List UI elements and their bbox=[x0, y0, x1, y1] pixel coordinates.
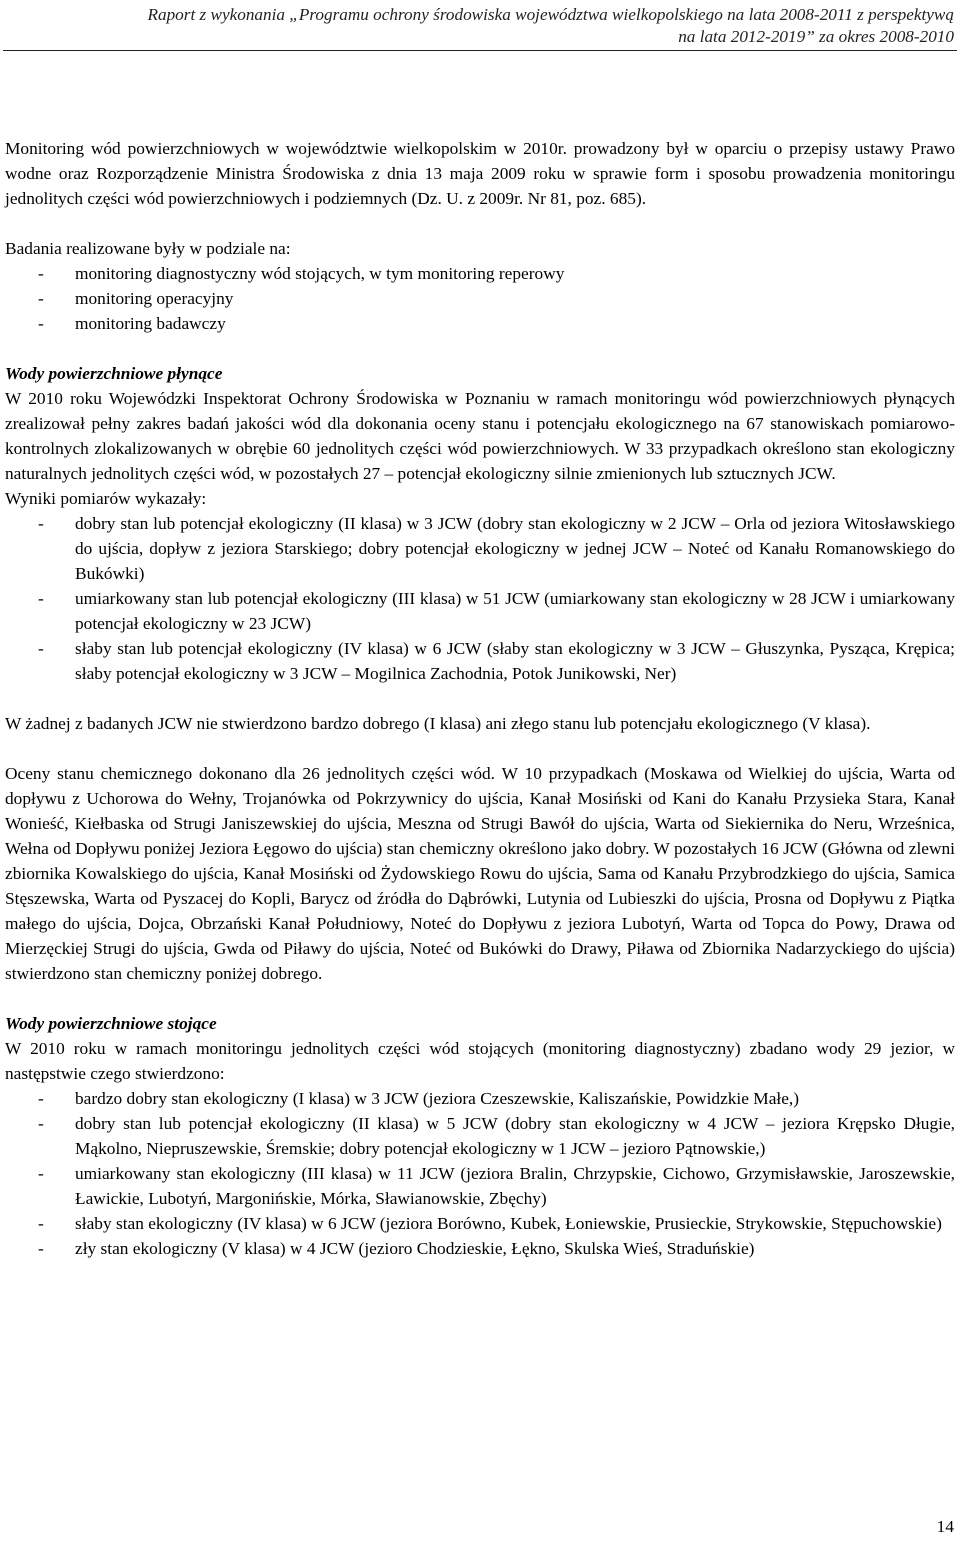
list-item-text: umiarkowany stan ekologiczny (III klasa) w 11 JCW (jeziora Bralin, Chrzypskie, Cichowo, Grzymisławskie, Jaroszewskie, Ławickie, Lubotyń, Margonińskie, Mórka, Sławianowskie, Zbęchy) bbox=[75, 1164, 955, 1208]
list-item-text: słaby stan lub potencjał ekologiczny (IV klasa) w 6 JCW (słaby stan ekologiczny w 3 JCW – Głuszynka, Pysząca, Krępica; słaby potencjał ekologiczny w 3 JCW – Mogilnica Zachodnia, Potok Junikowski, Ner) bbox=[75, 639, 955, 683]
header-line-2: na lata 2012-2019” za okres 2008-2010 bbox=[678, 27, 954, 46]
dash-marker: - bbox=[38, 314, 44, 333]
list-item bbox=[5, 286, 955, 311]
header-line-1: Raport z wykonania „Programu ochrony środowiska województwa wielkopolskiego na lata 2008-2011 z perspektywą bbox=[147, 5, 954, 24]
list-item-text: monitoring badawczy bbox=[75, 314, 226, 333]
flowing-paragraph: W 2010 roku Wojewódzki Inspektorat Ochrony Środowiska w Poznaniu w ramach monitoringu wód powierzchniowych płynących zrealizował pełny zakres badań jakości wód dla dokonania oceny stanu i potencjału ekologicznego na 67 stanowiskach pomiarowo-kontrolnych zlokalizowanych w obrębie 60 jednolitych części wód powierzchniowych. W 33 przypadkach określono stan ekologiczny naturalnych jednolitych części wód, w pozostałych 27 – potencjał ekologiczny silnie zmienionych lub sztucznych JCW. bbox=[5, 389, 955, 483]
standing-list bbox=[5, 1086, 955, 1261]
section-heading-flowing: Wody powierzchniowe płynące bbox=[5, 364, 223, 383]
dash-marker: - bbox=[38, 1164, 44, 1183]
list-item bbox=[5, 311, 955, 336]
list-item bbox=[5, 511, 955, 586]
page-header bbox=[14, 4, 954, 48]
research-list bbox=[5, 261, 955, 336]
chemical-paragraph: Oceny stanu chemicznego dokonano dla 26 jednolitych części wód. W 10 przypadkach (Moskawa od Wielkiej do ujścia, Warta od dopływu z Uchorowa do Wełny, Trojanówka od Pokrzywnicy do ujścia, Kanał Mosiński od Kani do Kanału Przysieka Stara, Kanał Wonieść, Kiełbaska od Strugi Janiszewskiej do ujścia, Meszna od Strugi Bawół do ujścia, Warta od Siekiernika do Neru, Wrześnica, Wełna od Dopływu poniżej Jeziora Łęgowo do ujścia) stan chemiczny określono jako dobry. W pozostałych 16 JCW (Główna od zlewni zbiornika Kowalskiego do ujścia, Kanał Mosiński od Żydowskiego Rowu do ujścia, Sama od Kanału Przybrodzkiego do ujścia, Samica Stęszewska, Warta od Pyszacej do Kopli, Barycz od źródła do Dąbrówki, Lutynia od Lubieszki do ujścia, Prosna od Dopływu z Piątka małego do ujścia, Dojca, Obrzański Kanał Południowy, Noteć do Dopływu z jeziora Lubotyń, Warta od Topca do Powy, Drawa od Mierzęckiej Strugi do ujścia, Gwda od Piławy do ujścia, Noteć od Bukówki do Drawy, Piława od Zbiornika Nadarzyckiego do ujścia) stwierdzono stan chemiczny poniżej dobrego. bbox=[5, 764, 955, 983]
list-item-text: monitoring operacyjny bbox=[75, 289, 234, 308]
results-list bbox=[5, 511, 955, 686]
results-lead: Wyniki pomiarów wykazały: bbox=[5, 489, 207, 508]
intro-paragraph: Monitoring wód powierzchniowych w województwie wielkopolskim w 2010r. prowadzony był w oparciu o przepisy ustawy Prawo wodne oraz Rozporządzenie Ministra Środowiska z dnia 13 maja 2009 roku w sprawie form i sposobu prowadzenia monitoringu jednolitych części wód powierzchniowych i podziemnych (Dz. U. z 2009r. Nr 81, poz. 685). bbox=[5, 139, 955, 208]
list-item bbox=[5, 1211, 955, 1236]
dash-marker: - bbox=[38, 514, 44, 533]
list-item-text: zły stan ekologiczny (V klasa) w 4 JCW (jezioro Chodzieskie, Łękno, Skulska Wieś, Straduńskie) bbox=[75, 1239, 755, 1258]
list-item bbox=[5, 586, 955, 636]
dash-marker: - bbox=[38, 264, 44, 283]
list-item bbox=[5, 261, 955, 286]
list-item-text: monitoring diagnostyczny wód stojących, w tym monitoring reperowy bbox=[75, 264, 565, 283]
list-item-text: słaby stan ekologiczny (IV klasa) w 6 JCW (jeziora Borówno, Kubek, Łoniewskie, Prusieckie, Strykowskie, Stępuchowskie) bbox=[75, 1214, 942, 1233]
dash-marker: - bbox=[38, 589, 44, 608]
list-item bbox=[5, 1161, 955, 1211]
list-item-text: dobry stan lub potencjał ekologiczny (II klasa) w 3 JCW (dobry stan ekologiczny w 2 JCW – Orla od jeziora Witosławskiego do ujścia, dopływ z jeziora Starskiego; dobry potencjał ekologiczny w jednej JCW – Noteć od Kanału Romanowskiego do Bukówki) bbox=[75, 514, 955, 583]
dash-marker: - bbox=[38, 1239, 44, 1258]
list-item bbox=[5, 1236, 955, 1261]
dash-marker: - bbox=[38, 1114, 44, 1133]
dash-marker: - bbox=[38, 1214, 44, 1233]
list-item-text: dobry stan lub potencjał ekologiczny (II klasa) w 5 JCW (dobry stan ekologiczny w 4 JCW – jeziora Krępsko Długie, Mąkolno, Niepruszewskie, Śremskie; dobry potencjał ekologiczny w 1 JCW – jezioro Pątnowskie,) bbox=[75, 1114, 955, 1158]
research-lead: Badania realizowane były w podziale na: bbox=[5, 239, 291, 258]
standing-paragraph: W 2010 roku w ramach monitoringu jednolitych części wód stojących (monitoring diagnostyczny) zbadano wody 29 jezior, w następstwie czego stwierdzono: bbox=[5, 1039, 955, 1083]
list-item-text: bardzo dobry stan ekologiczny (I klasa) w 3 JCW (jeziora Czeszewskie, Kaliszańskie, Powidzkie Małe,) bbox=[75, 1089, 800, 1108]
list-item bbox=[5, 636, 955, 686]
dash-marker: - bbox=[38, 289, 44, 308]
header-rule bbox=[3, 50, 957, 51]
no-class-paragraph: W żadnej z badanych JCW nie stwierdzono bardzo dobrego (I klasa) ani złego stanu lub potencjału ekologicznego (V klasa). bbox=[5, 714, 871, 733]
dash-marker: - bbox=[38, 1089, 44, 1108]
document-body bbox=[5, 136, 955, 1261]
list-item bbox=[5, 1111, 955, 1161]
list-item bbox=[5, 1086, 955, 1111]
dash-marker: - bbox=[38, 639, 44, 658]
page-number: 14 bbox=[936, 1517, 954, 1536]
list-item-text: umiarkowany stan lub potencjał ekologiczny (III klasa) w 51 JCW (umiarkowany stan ekologiczny w 28 JCW i umiarkowany potencjał ekologiczny w 23 JCW) bbox=[75, 589, 955, 633]
section-heading-standing: Wody powierzchniowe stojące bbox=[5, 1014, 217, 1033]
